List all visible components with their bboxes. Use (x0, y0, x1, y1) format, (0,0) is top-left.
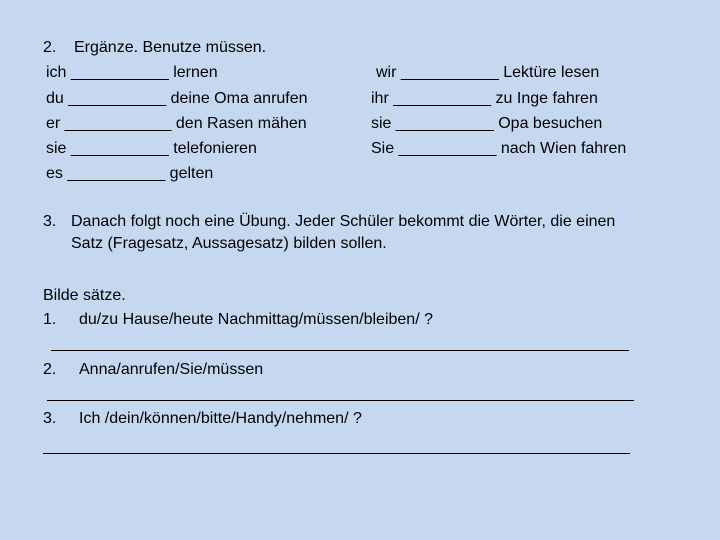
exercise-3-line-2: Satz (Fragesatz, Aussagesatz) bilden sollen. (71, 235, 387, 252)
answer-line-3 (43, 453, 630, 454)
answer-line-2 (47, 400, 634, 401)
fill-line-es: es ___________ gelten (46, 165, 214, 182)
sentence-1-prompt: du/zu Hause/heute Nachmittag/müssen/bleiben/ ? (79, 311, 433, 328)
fill-line-sie-2: sie ___________ Opa besuchen (371, 115, 603, 132)
fill-line-sie: sie ___________ telefonieren (46, 140, 257, 157)
fill-line-wir: wir ___________ Lektüre lesen (376, 64, 600, 81)
sentence-3-number: 3. (43, 410, 57, 427)
fill-line-ich: ich ___________ lernen (46, 64, 218, 81)
exercise-3-line-1: Danach folgt noch eine Übung. Jeder Schüler bekommt die Wörter, die einen (71, 213, 616, 230)
sentence-3-prompt: Ich /dein/können/bitte/Handy/nehmen/ ? (79, 410, 362, 427)
sentence-2-number: 2. (43, 361, 57, 378)
fill-line-Sie-formal: Sie ___________ nach Wien fahren (371, 140, 627, 157)
bilde-heading: Bilde sätze. (43, 287, 126, 304)
exercise-3-number: 3. (43, 213, 57, 230)
exercise-2-title: Ergänze. Benutze müssen. (74, 39, 267, 56)
answer-line-1 (51, 350, 629, 351)
exercise-2-number: 2. (43, 39, 57, 56)
sentence-1-number: 1. (43, 311, 57, 328)
sentence-2-prompt: Anna/anrufen/Sie/müssen (79, 361, 264, 378)
fill-line-du: du ___________ deine Oma anrufen (46, 90, 308, 107)
fill-line-ihr: ihr ___________ zu Inge fahren (371, 90, 598, 107)
fill-line-er: er ____________ den Rasen mähen (46, 115, 307, 132)
